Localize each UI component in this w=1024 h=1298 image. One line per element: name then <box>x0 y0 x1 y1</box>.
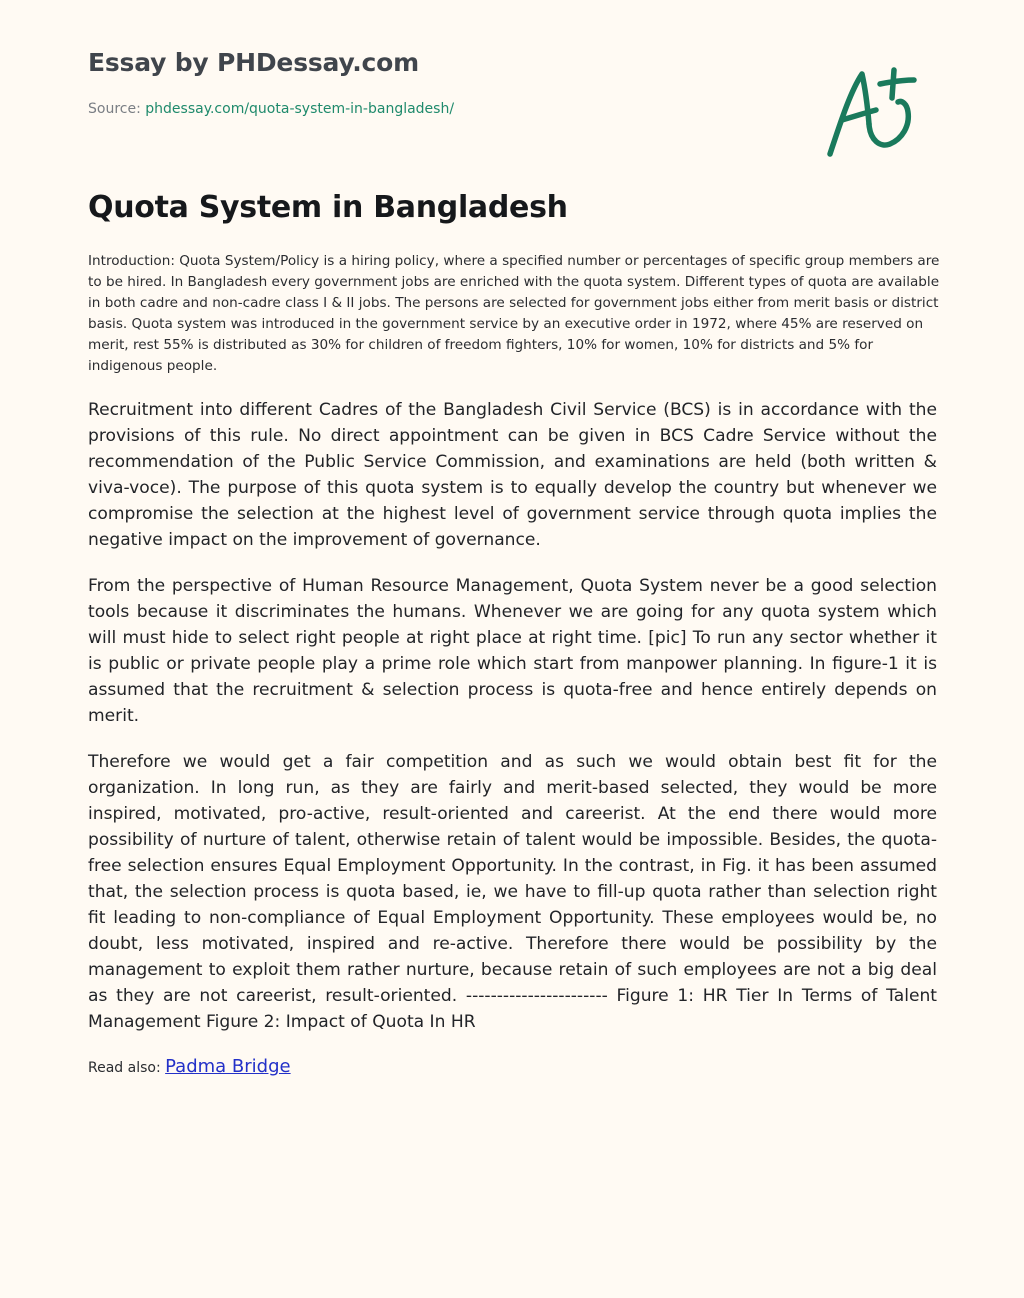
source-link[interactable]: phdessay.com/quota-system-in-bangladesh/ <box>145 101 455 117</box>
essay-paragraph: From the perspective of Human Resource Management, Quota System never be a good selection tools because it discriminates the humans. Whenever we are going for any quota system which will must hide to select right people at right place at right time. [pic] To run any sector whether it is public or private people play a prime role which start from manpower planning. In figure-1 it is assumed that the recruitment & selection process is quota-free and hence entirely depends on merit. <box>88 576 937 726</box>
read-also-label: Read also: <box>88 1060 161 1076</box>
a-plus-grade-icon <box>822 62 932 162</box>
site-title: Essay by PHDessay.com <box>88 48 419 77</box>
essay-paragraph: Therefore we would get a fair competition and as such we would obtain best fit for the organization. In long run, as they are fairly and merit-based selected, they would be more inspired, motivated, pro-active, result-oriented and careerist. At the end there would more possibility of nurture of talent, otherwise retain of talent would be impossible. Besides, the quota-free selection ensures Equal Employment Opportunity. In the contrast, in Fig. it has been assumed that, the selection process is quota based, ie, we have to fill-up quota rather than selection right fit leading to non-compliance of Equal Employment Opportunity. These employees would be, no doubt, less motivated, inspired and re-active. Therefore there would be possibility by the management to exploit them rather nurture, because retain of such employees are not a big deal as they are not careerist, result-oriented. ----------------------- Figure 1: HR Tier In Terms of Talent Management Figure 2: Impact of Quota In HR <box>88 752 937 1032</box>
source-line <box>88 101 454 117</box>
essay-paragraph: Recruitment into different Cadres of the Bangladesh Civil Service (BCS) is in accordance with the provisions of this rule. No direct appointment can be given in BCS Cadre Service without the recommendation of the Public Service Commission, and examinations are held (both written & viva-voce). The purpose of this quota system is to equally develop the country but whenever we compromise the selection at the highest level of government service through quota implies the negative impact on the improvement of governance. <box>88 400 937 550</box>
read-also-link[interactable]: Padma Bridge <box>165 1056 291 1077</box>
essay-introduction: Introduction: Quota System/Policy is a hiring policy, where a specified number or percentages of specific group members are to be hired. In Bangladesh every government jobs are enriched with the quota system. Different types of quota are available in both cadre and non-cadre class I & II jobs. The persons are selected for government jobs either from merit basis or district basis. Quota system was introduced in the government service by an executive order in 1972, where 45% are reserved on merit, rest 55% is distributed as 30% for children of freedom fighters, 10% for women, 10% for districts and 5% for indigenous people. <box>88 253 940 374</box>
read-also <box>88 1056 291 1077</box>
source-label: Source: <box>88 101 141 117</box>
essay-title: Quota System in Bangladesh <box>88 190 568 225</box>
